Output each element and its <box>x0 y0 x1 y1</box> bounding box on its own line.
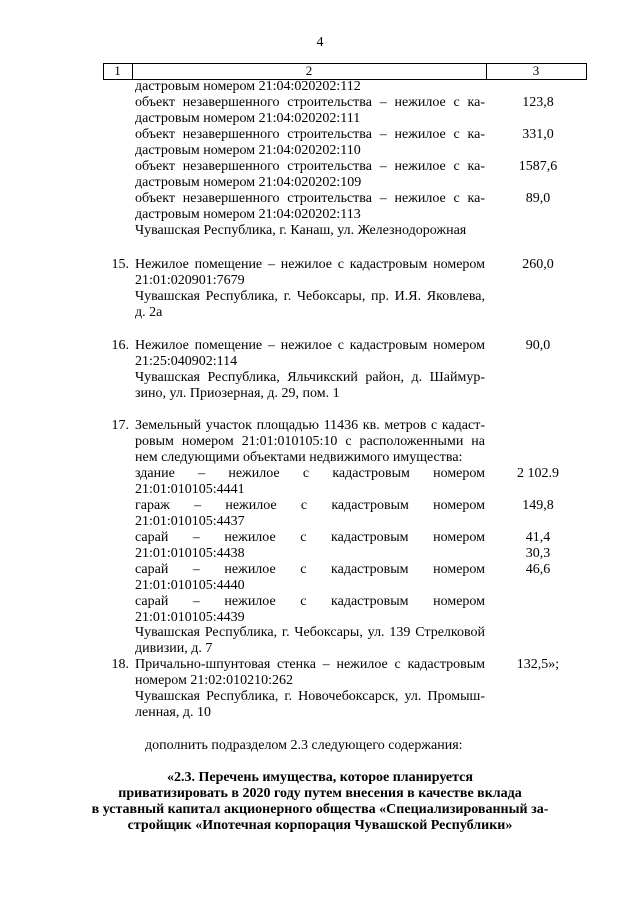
object-cadastral-number: 21:01:010105:4439 <box>135 610 245 625</box>
item-value: 90,0 <box>525 338 551 353</box>
row-text: дастровым номером 21:04:020202:110 <box>135 143 361 158</box>
section-heading-line: стройщик «Ипотечная корпорация Чувашской Республики» <box>127 818 513 833</box>
row-text: объект незавершенного строительства – нежилое с ка- <box>135 127 485 142</box>
row-text: дастровым номером 21:04:020202:112 <box>135 79 361 94</box>
item-text: номером 21:02:010210:262 <box>135 673 294 688</box>
row-value: 89,0 <box>525 191 551 206</box>
item-address: ленная, д. 10 <box>135 705 211 720</box>
item-number: 18. <box>111 657 129 672</box>
item-address: дивизии, д. 7 <box>135 641 213 656</box>
object-description: сарай – нежилое с кадастровым номером <box>135 530 485 545</box>
object-cadastral-number: 21:01:010105:4438 <box>135 546 245 561</box>
object-value: 46,6 <box>525 562 551 577</box>
item-text: Нежилое помещение – нежилое с кадастровым номером <box>135 338 485 353</box>
item-number: 17. <box>111 418 129 433</box>
object-cadastral-number: 21:01:010105:4440 <box>135 578 245 593</box>
row-text: дастровым номером 21:04:020202:113 <box>135 207 361 222</box>
object-description: сарай – нежилое с кадастровым номером <box>135 562 485 577</box>
object-description: гараж – нежилое с кадастровым номером <box>135 498 485 513</box>
item-address: Чувашская Республика, г. Чебоксары, пр. И.Я. Яковлева, <box>135 289 485 304</box>
row-value: 331,0 <box>522 127 554 142</box>
item-number: 16. <box>111 338 129 353</box>
item-address: зино, ул. Приозерная, д. 29, пом. 1 <box>135 386 340 401</box>
row-text: объект незавершенного строительства – нежилое с ка- <box>135 159 485 174</box>
header-divider <box>586 64 587 79</box>
header-col-2: 2 <box>305 63 313 78</box>
item-text: Причально-шпунтовая стенка – нежилое с кадастровым <box>135 657 485 672</box>
object-cadastral-number: 21:01:010105:4441 <box>135 482 245 497</box>
row-text: объект незавершенного строительства – нежилое с ка- <box>135 191 485 206</box>
object-value: 2 102.9 <box>517 466 559 481</box>
row-value: 123,8 <box>522 95 554 110</box>
row-text: дастровым номером 21:04:020202:111 <box>135 111 361 126</box>
section-heading-line: в уставный капитал акционерного общества «Специализированный за- <box>91 802 549 817</box>
item-address: Чувашская Республика, г. Чебоксары, ул. 139 Стрелковой <box>135 625 485 640</box>
item-text: 21:25:040902:114 <box>135 354 238 369</box>
object-value: 149,8 <box>522 498 554 513</box>
header-col-1: 1 <box>114 63 121 78</box>
item-text: Земельный участок площадью 11436 кв. метров с кадаст- <box>135 418 485 433</box>
object-description: сарай – нежилое с кадастровым номером <box>135 594 485 609</box>
item-text: нем следующими объектами недвижимого имущества: <box>135 450 463 465</box>
amendment-text: дополнить подразделом 2.3 следующего содержания: <box>145 738 463 753</box>
row-text: объект незавершенного строительства – нежилое с ка- <box>135 95 485 110</box>
table-header <box>103 63 587 80</box>
page-number: 4 <box>316 35 324 50</box>
object-value: 41,4 <box>525 530 551 545</box>
item-address: д. 2а <box>135 305 163 320</box>
item-address: Чувашская Республика, Яльчикский район, д. Шаймур- <box>135 370 485 385</box>
row-text: дастровым номером 21:04:020202:109 <box>135 175 362 190</box>
object-description: здание – нежилое с кадастровым номером <box>135 466 485 481</box>
item-number: 15. <box>111 257 129 272</box>
object-cadastral-number: 21:01:010105:4437 <box>135 514 245 529</box>
row-value: 1587,6 <box>518 159 558 174</box>
object-value: 30,3 <box>525 546 551 561</box>
section-heading-line: приватизировать в 2020 году путем внесения в качестве вклада <box>118 786 522 801</box>
item-value: 132,5»; <box>516 657 560 672</box>
item-value: 260,0 <box>522 257 554 272</box>
section-heading-line: «2.3. Перечень имущества, которое планируется <box>167 770 473 785</box>
item-address: Чувашская Республика, г. Новочебоксарск, ул. Промыш- <box>135 689 485 704</box>
item-text: 21:01:020901:7679 <box>135 273 245 288</box>
row-address: Чувашская Республика, г. Канаш, ул. Железнодорожная <box>135 223 467 238</box>
item-text: Нежилое помещение – нежилое с кадастровым номером <box>135 257 485 272</box>
header-col-3: 3 <box>532 63 540 78</box>
item-text: ровым номером 21:01:010105:10 с расположенными на <box>135 434 485 449</box>
